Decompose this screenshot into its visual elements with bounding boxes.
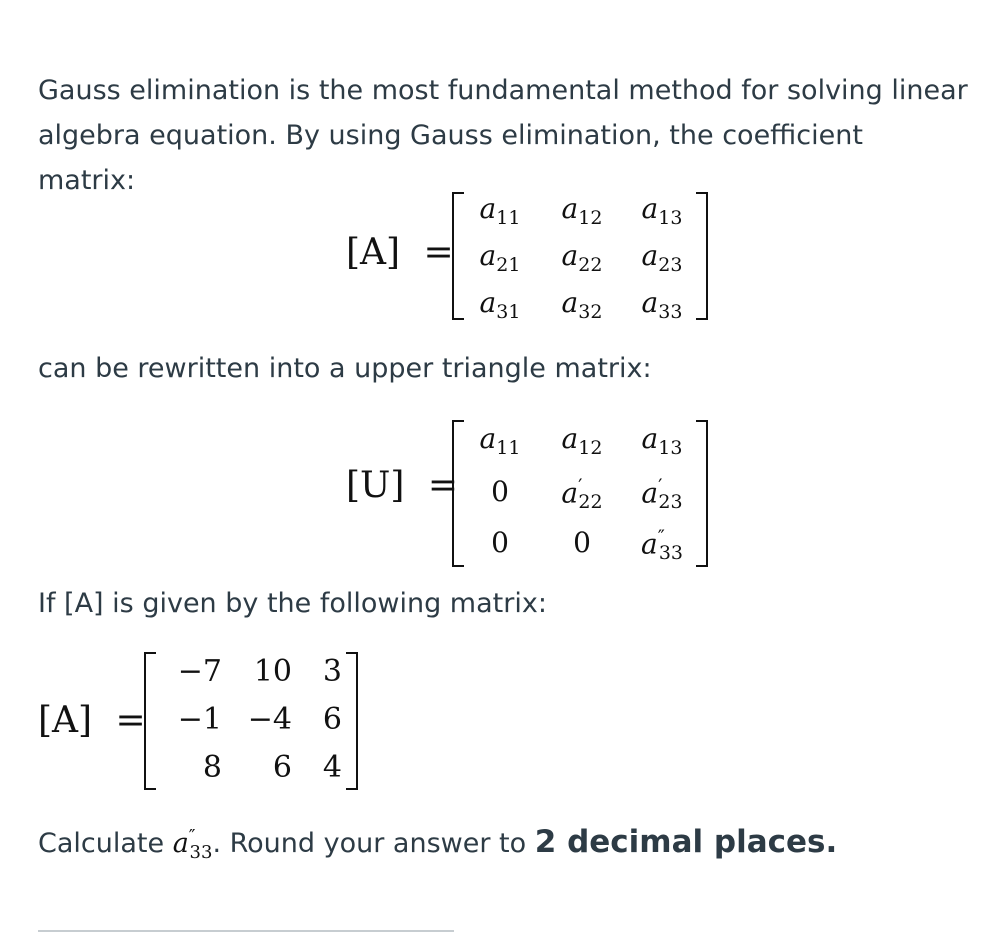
matrix-u-label-group [346, 465, 458, 506]
matrix-value: 10 [253, 654, 292, 689]
equals-sign: = [427, 465, 459, 506]
matrix-a-label-group [346, 232, 454, 273]
equals-sign: = [115, 700, 146, 741]
matrix-cell: $a_{33}$ [641, 286, 683, 323]
matrix-value: −1 [177, 702, 222, 737]
matrix-cell: $a'_{22}$ [561, 475, 603, 514]
matrix-u-label: [U] [346, 465, 405, 506]
matrix-value: 6 [322, 702, 342, 737]
upper-triangle-paragraph: can be rewritten into a upper triangle matrix: [38, 353, 652, 384]
matrix-cell: $a_{13}$ [641, 192, 683, 229]
matrix-a-label: [A] [346, 232, 401, 273]
matrix-cell: $a_{11}$ [479, 422, 521, 459]
intro-paragraph: Gauss elimination is the most fundamental method for solving linear algebra equation. By using Gauss elimination, the coefficient matrix: [38, 75, 968, 196]
matrix-value: 6 [272, 750, 292, 785]
question-paragraph [38, 814, 837, 875]
matrix-cell: $a_{32}$ [561, 286, 603, 323]
matrix-cell: $a_{12}$ [561, 422, 603, 459]
matrix-cell: $a_{12}$ [561, 192, 603, 229]
matrix-cell-zero: 0 [491, 526, 509, 559]
matrix-cell: $a_{11}$ [479, 192, 521, 229]
question-prefix: Calculate [38, 828, 173, 859]
matrix-value: −4 [247, 702, 292, 737]
matrix-cell: $a''_{33}$ [641, 526, 683, 565]
upper-triangle-matrix [452, 420, 708, 567]
numeric-matrix-label-group [38, 700, 146, 741]
matrix-cell: $a_{22}$ [561, 239, 603, 276]
answer-input-underline[interactable] [38, 930, 454, 932]
matrix-value: 3 [322, 654, 342, 689]
matrix-cell: $a_{31}$ [479, 286, 521, 323]
matrix-value: −7 [177, 654, 222, 689]
matrix-cell-zero: 0 [573, 526, 591, 559]
question-middle: . Round your answer to [212, 828, 535, 859]
given-matrix-paragraph: If [A] is given by the following matrix: [38, 588, 547, 619]
equals-sign: = [423, 232, 454, 273]
matrix-cell-zero: 0 [491, 475, 509, 508]
question-variable: $a''_{33}$ [172, 826, 213, 863]
matrix-cell: $a_{21}$ [479, 239, 521, 276]
matrix-cell: $a'_{23}$ [641, 475, 683, 514]
right-bracket [346, 652, 358, 790]
numeric-matrix [144, 652, 358, 790]
question-precision: 2 decimal places. [534, 824, 838, 860]
matrix-cell: $a_{13}$ [641, 422, 683, 459]
matrix-value: 4 [322, 750, 342, 785]
matrix-value: 8 [202, 750, 222, 785]
coefficient-matrix-general [452, 192, 708, 323]
matrix-a-label: [A] [38, 700, 93, 741]
matrix-cell: $a_{23}$ [641, 239, 683, 276]
